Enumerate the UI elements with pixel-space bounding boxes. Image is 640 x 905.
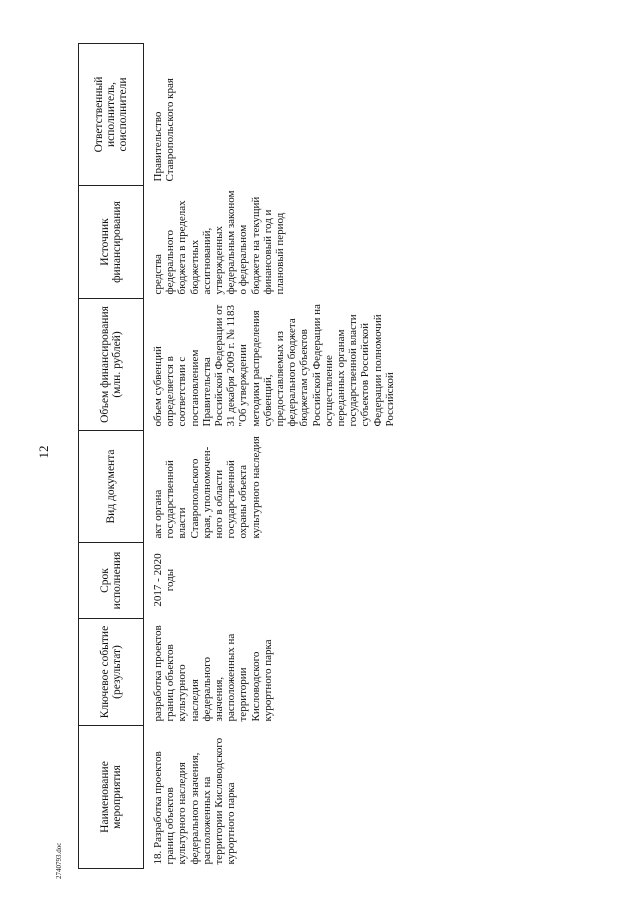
header-volume: Объем финансирования (млн. рублей)	[79, 299, 144, 431]
cell-term: 2017 - 2020 годы	[144, 543, 623, 619]
header-source: Источник финансирования	[79, 186, 144, 299]
table-header-row	[79, 44, 144, 869]
header-responsible: Ответственный исполнитель, соисполнители	[79, 44, 144, 186]
cell-event: разработка проектов границ объектов культурного наследия федерального значения, расположенных на территории Кисловодского курортного парка	[144, 619, 623, 726]
file-label: 2740793.doc	[55, 842, 63, 879]
cell-name: 18. Разработка проектов границ объектов культурного наследия федерального значения, расположенных на территории Кисловодского курортного парка	[144, 726, 623, 869]
header-term: Срок исполнения	[79, 543, 144, 619]
cell-volume: объем субвенций определяется в соответствии с постановлением Правительства Российской Федерации от 31 декабря 2009 г. № 1183 "Об утверждении методики распределения субвенций, предоставляемых из федерального бюджета бюджетам субъектов Российской Федерации на осуществление переданных органам государственной власти субъектов Российской Федерации полномочий Российской	[144, 299, 623, 431]
table-row	[144, 44, 623, 869]
cell-responsible: Правительство Ставропольского края	[144, 44, 623, 186]
header-name: Наименование мероприятия	[79, 726, 144, 869]
cell-doc-type: акт органа государственной власти Ставропольского края, уполномочен-ного в области государственной охраны объекта культурного наследия	[144, 431, 623, 543]
page-number: 12	[36, 445, 51, 459]
header-event: Ключевое событие (результат)	[79, 619, 144, 726]
header-doc-type: Вид документа	[79, 431, 144, 543]
cell-source: средства федерального бюджета в пределах бюджетных ассигнований, утвержденных федеральным законом о федеральном бюджете на текущий финансовый год и плановый период	[144, 186, 623, 299]
events-table	[78, 43, 622, 869]
rotated-table-wrapper	[78, 44, 628, 869]
